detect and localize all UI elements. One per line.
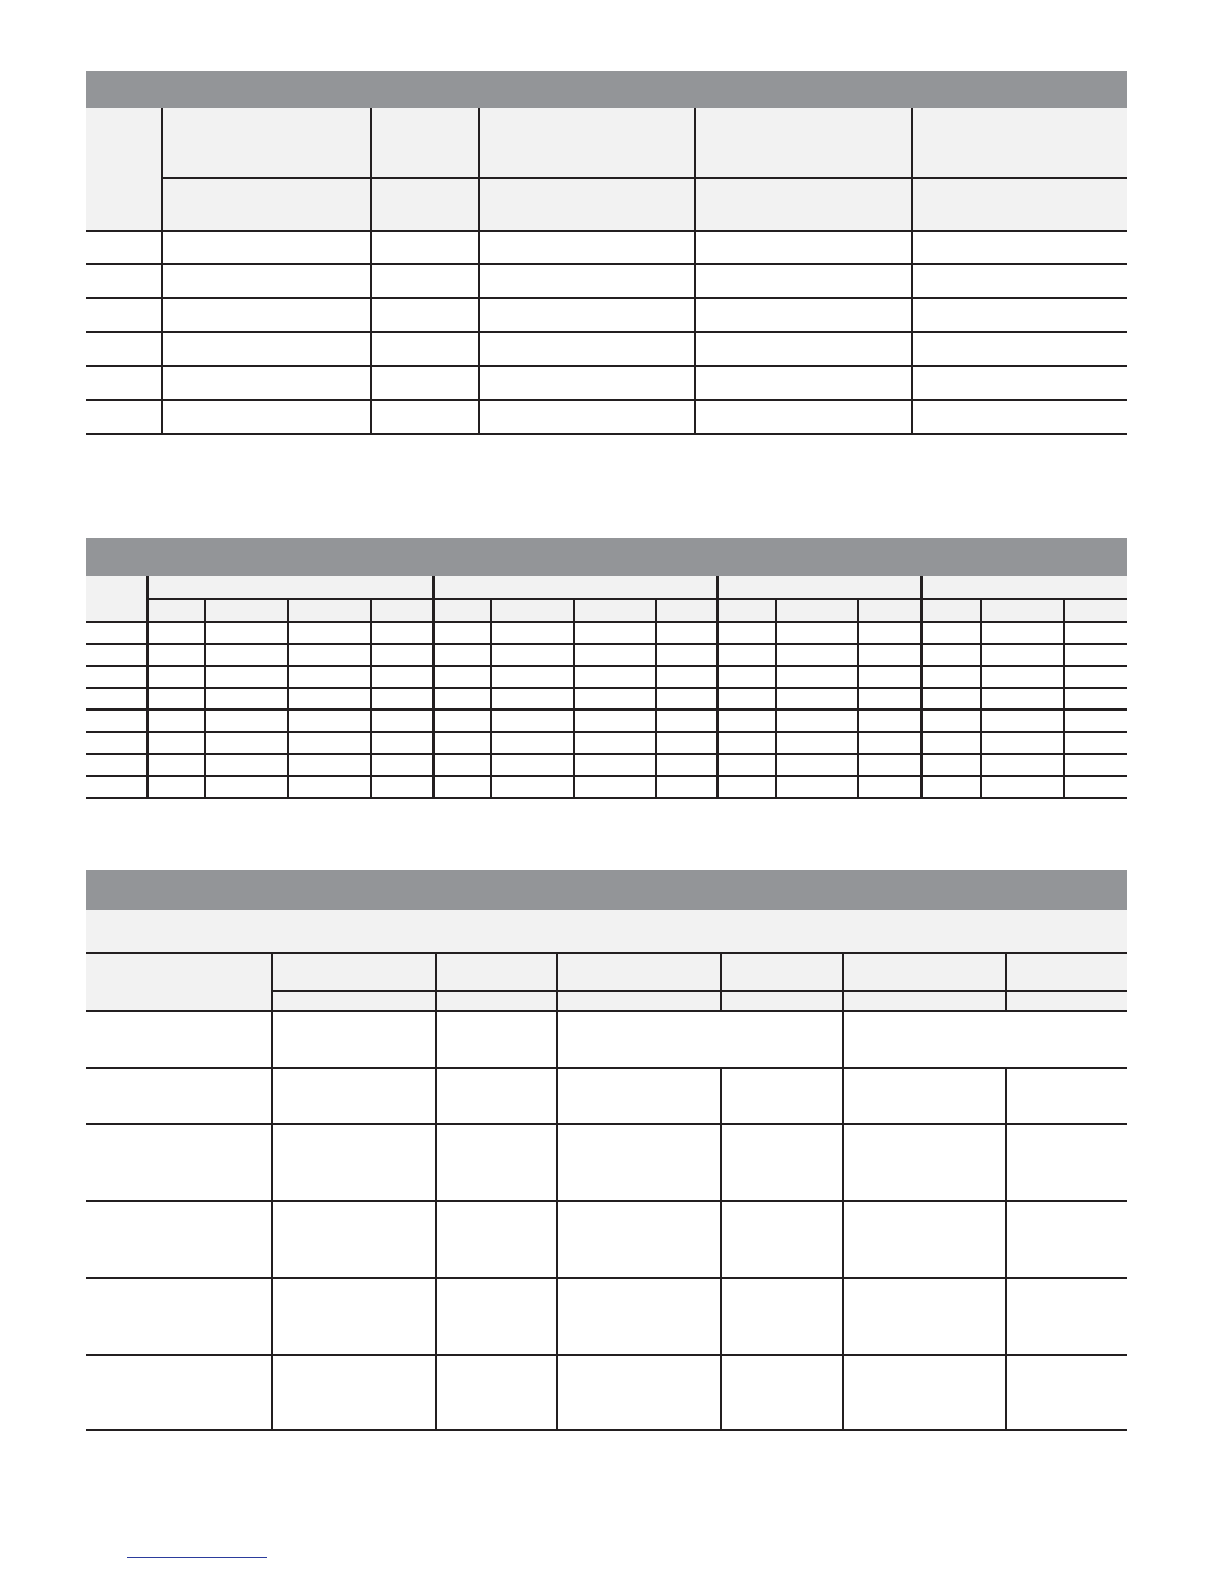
table-3-header-rule <box>86 952 1127 954</box>
table-2-group-rule <box>146 576 149 799</box>
table-2-row-rule <box>86 621 1127 623</box>
table-1-row-rule <box>86 433 1127 435</box>
table-2-column-rule <box>980 598 982 799</box>
table-3-row-rule <box>86 1067 1127 1069</box>
table-3-column-rule <box>435 952 437 1431</box>
table-2-group-rule <box>716 576 719 799</box>
table-3-subtitle-band <box>86 910 1127 952</box>
table-1 <box>86 71 1127 436</box>
table-2-row-rule <box>86 731 1127 733</box>
table-3-row-rule <box>86 1429 1127 1431</box>
table-3-row-rule <box>86 1123 1127 1125</box>
table-2-column-rule <box>655 598 657 799</box>
table-2-column-rule <box>204 598 206 799</box>
table-1-header <box>86 108 1127 230</box>
table-1-column-rule <box>478 108 480 435</box>
footer-link[interactable] <box>127 1557 267 1558</box>
table-1-column-rule <box>161 108 163 435</box>
table-2-row-rule <box>86 775 1127 777</box>
table-2-column-rule <box>857 598 859 799</box>
table-3-row-rule <box>86 1354 1127 1356</box>
table-3-column-rule <box>720 1067 722 1431</box>
table-1-row-rule <box>86 230 1127 232</box>
table-2-column-rule <box>370 598 372 799</box>
table-2-row-rule <box>86 687 1127 689</box>
table-3-column-rule <box>1005 952 1007 1011</box>
table-3-row-rule <box>86 1277 1127 1279</box>
table-1-row-rule <box>86 399 1127 401</box>
table-3-header-divider <box>271 990 1127 992</box>
table-3 <box>86 870 1127 1432</box>
table-1-column-rule <box>370 108 372 435</box>
table-3-row-rule <box>86 1200 1127 1202</box>
table-2-row-rule <box>86 643 1127 645</box>
table-1-column-rule <box>911 108 913 435</box>
table-3-column-rule <box>720 952 722 1011</box>
table-1-column-rule <box>694 108 696 435</box>
table-2-row-rule <box>86 665 1127 667</box>
table-2-column-rule <box>573 598 575 799</box>
table-2-title-bar <box>86 538 1127 576</box>
table-2-column-rule <box>775 598 777 799</box>
table-3-title-bar <box>86 870 1127 910</box>
table-1-header-divider <box>161 177 1127 179</box>
table-3-column-rule <box>271 952 273 1431</box>
table-3-header <box>86 954 1127 1011</box>
table-3-column-rule <box>556 952 558 1431</box>
table-2-column-rule <box>287 598 289 799</box>
table-2-column-rule <box>1063 598 1065 799</box>
table-2-row-rule <box>86 753 1127 755</box>
table-2-group-rule <box>920 576 923 799</box>
table-2-group-rule <box>432 576 435 799</box>
table-2-section-rule <box>86 708 1127 711</box>
table-3-column-rule <box>1005 1067 1007 1431</box>
table-1-row-rule <box>86 365 1127 367</box>
table-1-row-rule <box>86 297 1127 299</box>
table-3-column-rule <box>842 952 844 1431</box>
table-1-row-rule <box>86 331 1127 333</box>
table-1-row-rule <box>86 263 1127 265</box>
table-2 <box>86 538 1127 800</box>
table-2-row-rule <box>86 797 1127 799</box>
table-1-title-bar <box>86 71 1127 108</box>
table-3-row-rule <box>86 1010 1127 1012</box>
table-2-column-rule <box>490 598 492 799</box>
